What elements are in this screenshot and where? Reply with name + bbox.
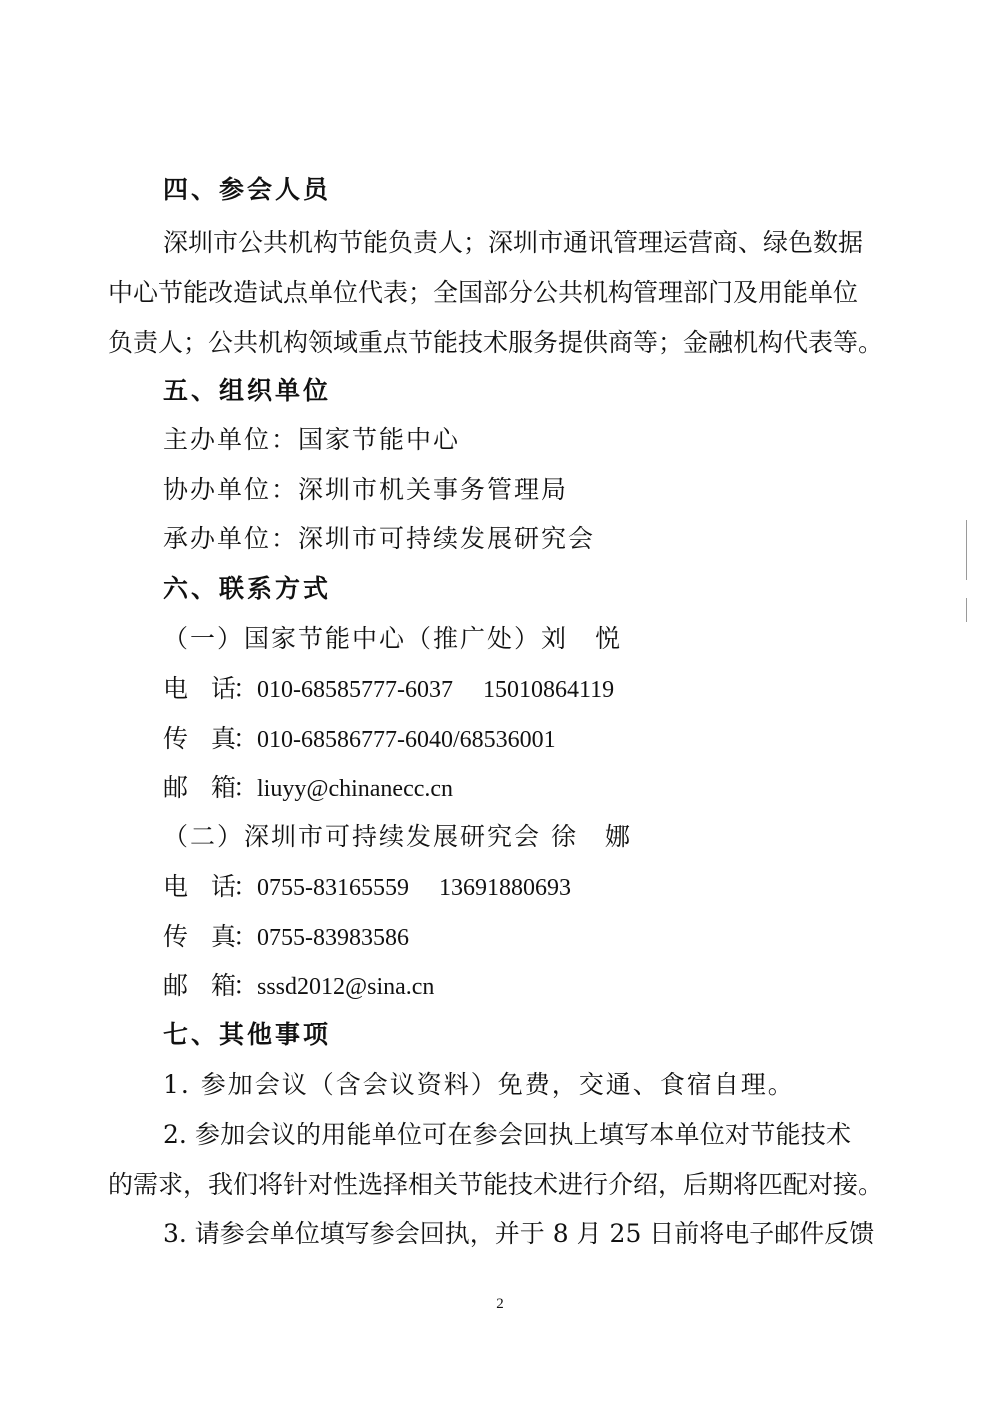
section-4-line-1: 深圳市公共机构节能负责人；深圳市通讯管理运营商、绿色数据 [163,228,864,257]
colon: ： [233,724,259,753]
section-7-heading: 七、其他事项 [163,1020,332,1049]
contact-1-email: liuyy@chinanecc.cn [257,776,454,802]
fax-label-char-1: 传 [163,724,189,753]
co-organizer-line: 协办单位：深圳市机关事务管理局 [163,475,569,504]
section-7-item-1: 1. 参加会议（含会议资料）免费，交通、食宿自理。 [163,1070,795,1099]
section-7-item-3: 3. 请参会单位填写参会回执，并于 8 月 25 日前将电子邮件反馈 [163,1219,875,1248]
section-6-heading: 六、联系方式 [163,574,332,603]
phone-label-char-2: 话 [211,872,237,901]
email-label-char-2: 箱 [211,773,237,802]
section-5-heading: 五、组织单位 [163,376,332,405]
contact-1-phone: 010-68585777-6037 [257,677,453,703]
section-7-item-2-line-1: 2. 参加会议的用能单位可在参会回执上填写本单位对节能技术 [163,1120,851,1149]
contact-2-phone: 0755-83165559 [257,875,409,901]
undertaker-line: 承办单位：深圳市可持续发展研究会 [163,524,596,553]
section-7-item-2-line-2: 的需求，我们将针对性选择相关节能技术进行介绍，后期将匹配对接。 [108,1170,884,1199]
contact-2-email-row [163,969,434,1004]
fax-label-char-2: 真 [211,922,237,951]
scan-artifact-line [966,520,967,580]
organizer-line: 主办单位：国家节能中心 [163,425,461,454]
colon: ： [233,674,259,703]
contact-2-fax-row [163,920,409,955]
contact-2-email: sssd2012@sina.cn [257,974,435,1000]
contact-1-email-row [163,771,453,806]
phone-label-char-2: 话 [211,674,237,703]
phone-label-char-1: 电 [163,674,189,703]
contact-2-phone-row [163,870,571,905]
fax-label-char-1: 传 [163,922,189,951]
contact-1-title: （一）国家节能中心（推广处）刘 悦 [163,624,623,653]
colon: ： [233,922,259,951]
page-number: 2 [496,1296,504,1312]
contact-2-title: （二）深圳市可持续发展研究会 徐 娜 [163,822,632,851]
email-label-char-1: 邮 [163,773,189,802]
colon: ： [233,773,259,802]
scan-artifact-line [966,598,967,622]
contact-1-fax-row [163,722,556,757]
contact-2-fax: 0755-83983586 [257,925,409,951]
fax-label-char-2: 真 [211,724,237,753]
colon: ： [233,872,259,901]
phone-label-char-1: 电 [163,872,189,901]
email-label-char-2: 箱 [211,971,237,1000]
email-label-char-1: 邮 [163,971,189,1000]
section-4-heading: 四、参会人员 [163,175,332,204]
contact-1-phone-row [163,672,614,707]
contact-1-fax: 010-68586777-6040/68536001 [257,727,556,753]
section-4-line-3: 负责人；公共机构领域重点节能技术服务提供商等；金融机构代表等。 [108,328,884,357]
colon: ： [233,971,259,1000]
contact-1-mobile: 15010864119 [482,677,615,703]
contact-2-mobile: 13691880693 [439,875,571,901]
section-4-line-2: 中心节能改造试点单位代表；全国部分公共机构管理部门及用能单位 [108,278,859,307]
